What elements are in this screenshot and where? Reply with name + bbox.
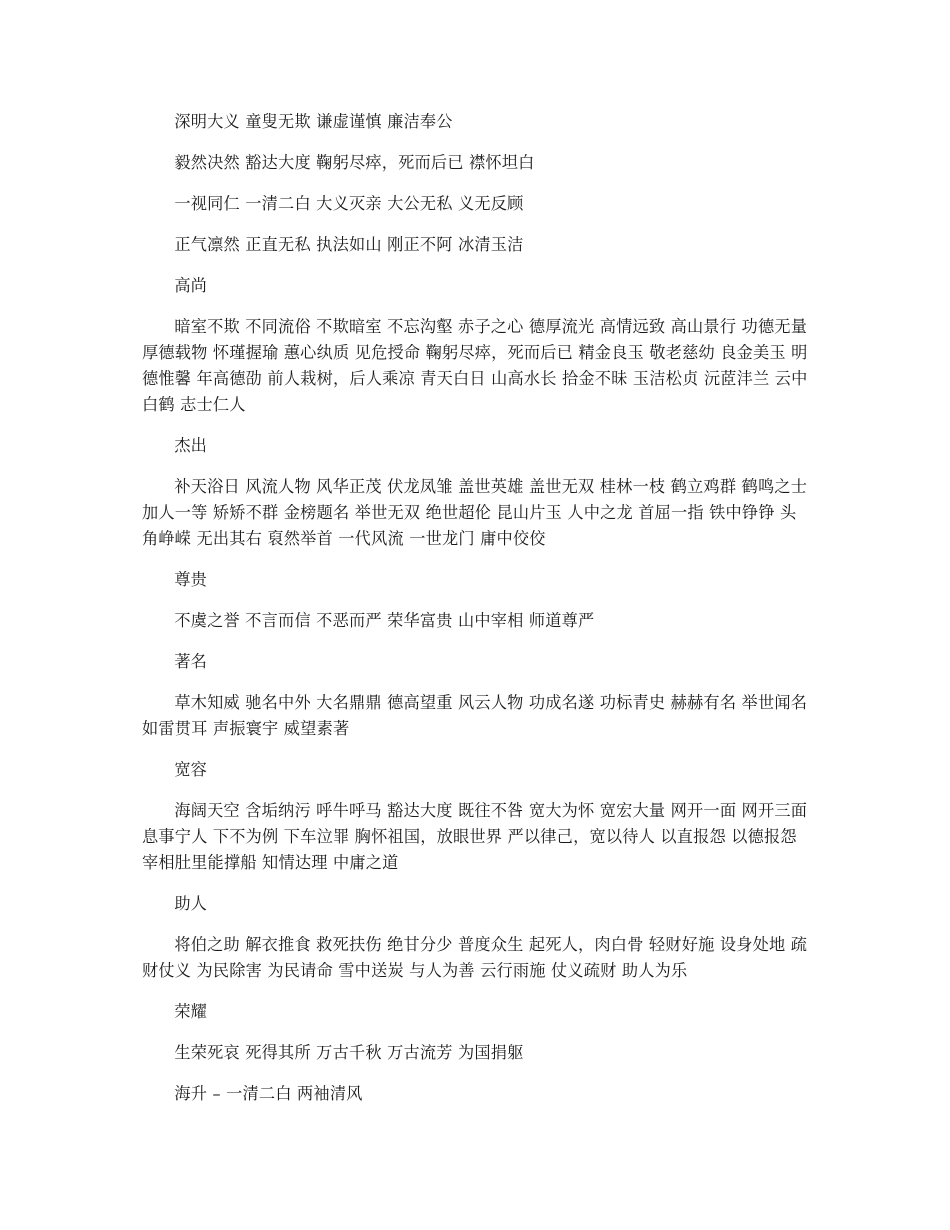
idiom-paragraph: 海阔天空 含垢纳污 呼牛呼马 豁达大度 既往不咎 宽大为怀 宽宏大量 网开一面 网开三面 息事宁人 下不为例 下车泣罪 胸怀祖国，放眼世界 严以律己，宽以待人 以直报怨 以德报怨 宰相肚里能撑船 知情达理 中庸之道 — [142, 801, 808, 872]
idiom-paragraph: 正气凛然 正直无私 执法如山 刚正不阿 冰清玉洁 — [174, 235, 524, 254]
idiom-paragraph: 草木知威 驰名中外 大名鼎鼎 德高望重 风云人物 功成名遂 功标青史 赫赫有名 举世闻名 如雷贯耳 声振寰宇 威望素著 — [142, 693, 808, 738]
idiom-paragraph: 深明大义 童叟无欺 谦虚谨慎 廉洁奉公 — [174, 112, 453, 131]
idiom-paragraph: 暗室不欺 不同流俗 不欺暗室 不忘沟壑 赤子之心 德厚流光 高情远致 高山景行 功德无量 厚德载物 怀瑾握瑜 蕙心纨质 见危授命 鞠躬尽瘁，死而后已 精金良玉 敬老慈幼 良金美玉 明德惟馨 年高德劭 前人栽树，后人乘凉 青天白日 山高水长 拾金不昧 玉洁松贞 沅茝沣兰 云中白鹤 志士仁人 — [142, 317, 808, 414]
idiom-paragraph: 毅然决然 豁达大度 鞠躬尽瘁，死而后已 襟怀坦白 — [174, 153, 535, 172]
idiom-paragraph: 不虞之誉 不言而信 不恶而严 荣华富贵 山中宰相 师道尊严 — [174, 611, 595, 630]
section-heading-honorable: 尊贵 — [174, 570, 207, 589]
section-heading-outstanding: 杰出 — [174, 436, 207, 455]
idiom-paragraph: 将伯之助 解衣推食 救死扶伤 绝甘分少 普度众生 起死人，肉白骨 轻财好施 设身处地 疏财仗义 为民除害 为民请命 雪中送炭 与人为善 云行雨施 仗义疏财 助人为乐 — [142, 935, 808, 980]
section-heading-noble: 高尚 — [174, 276, 207, 295]
idiom-paragraph: 海升 – 一清二白 两袖清风 — [174, 1084, 363, 1103]
section-heading-famous: 著名 — [174, 652, 207, 671]
idiom-paragraph: 一视同仁 一清二白 大义灭亲 大公无私 义无反顾 — [174, 194, 524, 213]
section-heading-glory: 荣耀 — [174, 1002, 207, 1021]
section-heading-tolerance: 宽容 — [174, 760, 207, 779]
idiom-paragraph: 补天浴日 风流人物 风华正茂 伏龙凤雏 盖世英雄 盖世无双 桂林一枝 鹤立鸡群 鹤鸣之士 加人一等 矫矫不群 金榜题名 举世无双 绝世超伦 昆山片玉 人中之龙 首屈一指 铁中铮铮 头角峥嵘 无出其右 裒然举首 一代风流 一世龙门 庸中佼佼 — [142, 477, 808, 548]
section-heading-helping: 助人 — [174, 894, 207, 913]
idiom-paragraph: 生荣死哀 死得其所 万古千秋 万古流芳 为国捐躯 — [174, 1043, 524, 1062]
